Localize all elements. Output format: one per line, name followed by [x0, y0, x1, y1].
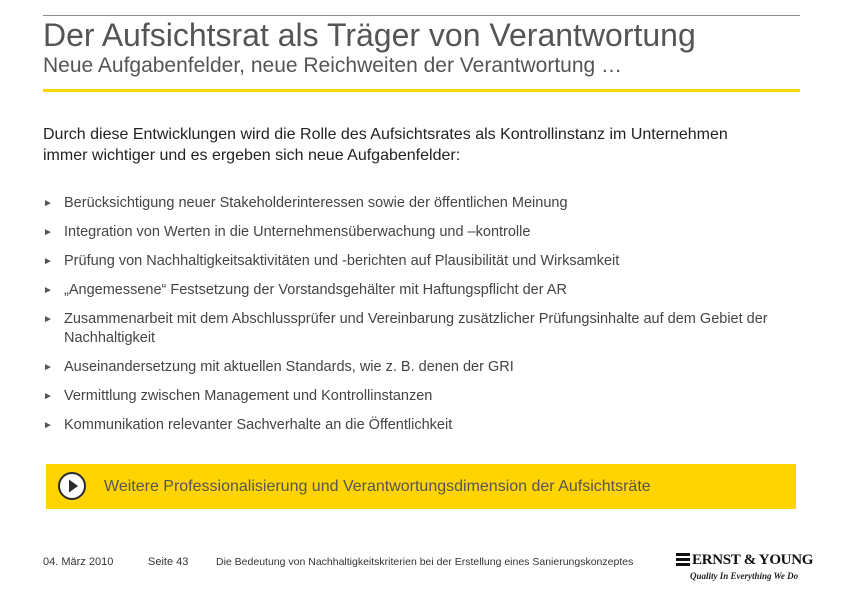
bullet-text: Auseinandersetzung mit aktuellen Standards, wie z. B. denen der GRI [64, 359, 514, 375]
conclusion-callout [46, 464, 796, 509]
footer-page-number: Seite 43 [148, 556, 189, 568]
play-icon [58, 472, 86, 500]
bullet-arrow-icon: ► [43, 198, 53, 209]
page-subtitle: Neue Aufgabenfelder, neue Reichweiten der Verantwortung … [43, 54, 623, 77]
bullet-text: Vermittlung zwischen Management und Kontrollinstanzen [64, 388, 433, 404]
bullet-item [43, 194, 783, 213]
bullet-item [43, 358, 783, 377]
bullet-arrow-icon: ► [43, 314, 53, 325]
bullet-item [43, 387, 783, 406]
logo-name: ERNST & YOUNG [692, 552, 814, 568]
bullet-text: Prüfung von Nachhaltigkeitsaktivitäten und -berichten auf Plausibilität und Wirksamkeit [64, 253, 620, 269]
bullet-text: Integration von Werten in die Unternehmensüberwachung und –kontrolle [64, 224, 531, 240]
bullet-item [43, 281, 783, 300]
logo-mark-icon [676, 553, 690, 567]
bullet-item [43, 223, 783, 242]
bullet-item [43, 416, 783, 435]
bullet-text: Berücksichtigung neuer Stakeholderinteressen sowie der öffentlichen Meinung [64, 195, 568, 211]
callout-text: Weitere Professionalisierung und Verantwortungsdimension der Aufsichtsräte [104, 478, 651, 495]
ernst-young-logo [672, 550, 814, 590]
bullet-arrow-icon: ► [43, 256, 53, 267]
bullet-arrow-icon: ► [43, 420, 53, 431]
bullet-arrow-icon: ► [43, 362, 53, 373]
intro-paragraph: Durch diese Entwicklungen wird die Rolle des Aufsichtsrates als Kontrollinstanz im Unternehmen immer wichtiger und es ergeben sich neue Aufgabenfelder: [43, 126, 728, 164]
bullet-text: Kommunikation relevanter Sachverhalte an die Öffentlichkeit [64, 417, 453, 433]
bullet-text: Zusammenarbeit mit dem Abschlussprüfer und Vereinbarung zusätzlicher Prüfungsinhalte auf dem Gebiet der Nachhaltigkeit [64, 311, 768, 346]
accent-divider [43, 89, 800, 92]
bullet-text: „Angemessene“ Festsetzung der Vorstandsgehälter mit Haftungspflicht der AR [64, 282, 567, 298]
bullet-arrow-icon: ► [43, 285, 53, 296]
page-title: Der Aufsichtsrat als Träger von Verantwortung [43, 17, 696, 53]
logo-tagline: Quality In Everything We Do [690, 571, 799, 581]
footer-date: 04. März 2010 [43, 556, 114, 568]
bullet-item [43, 310, 784, 348]
bullet-arrow-icon: ► [43, 391, 53, 402]
footer-document-title: Die Bedeutung von Nachhaltigkeitskriterien bei der Erstellung eines Sanierungskonzeptes [216, 556, 634, 568]
bullet-item [43, 252, 783, 271]
bullet-arrow-icon: ► [43, 227, 53, 238]
bullet-list [43, 194, 783, 435]
